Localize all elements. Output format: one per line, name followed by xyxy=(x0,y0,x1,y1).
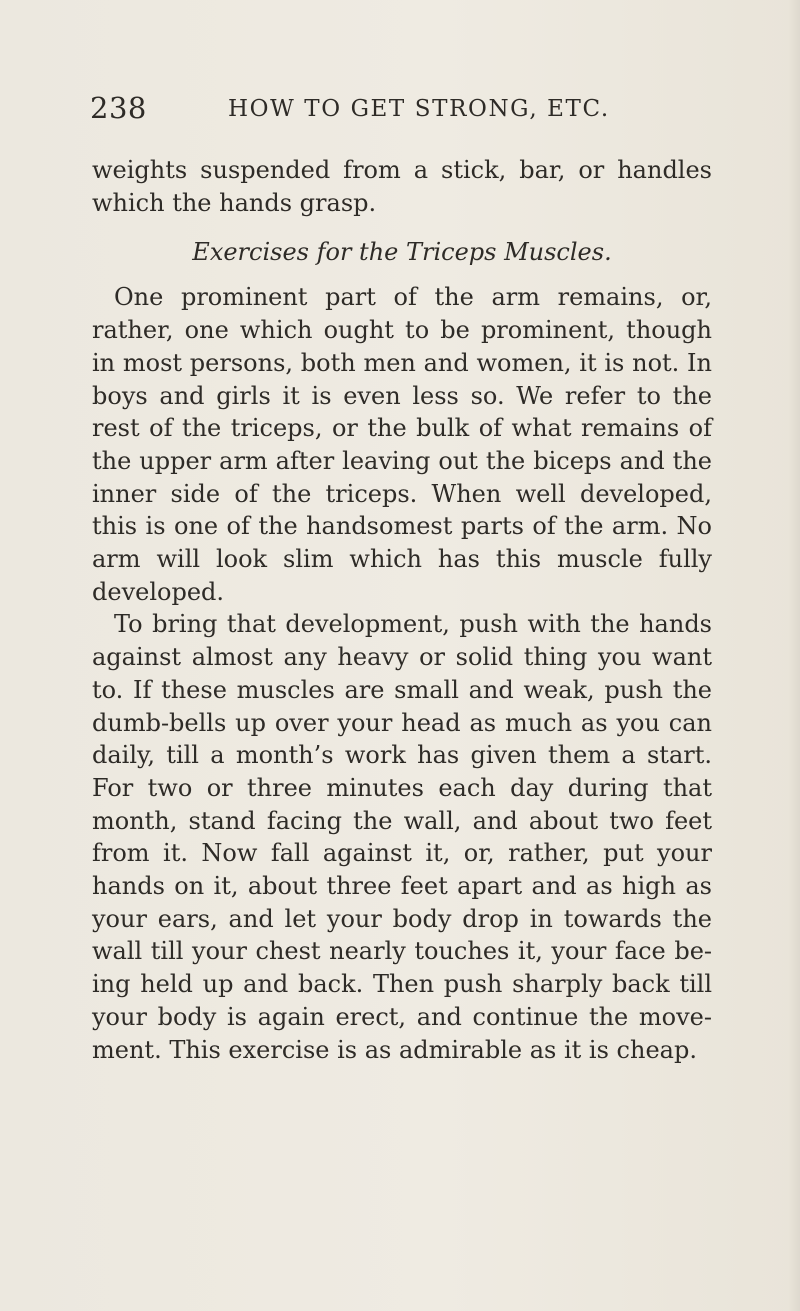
paragraph-triceps-description: One prominent part of the arm remains, or, rather, one which ought to be prominent, though in most persons, both men and women, it is not. In boys and girls it is even less so. We refer to the rest of the triceps, or the bulk of what remains of the upper arm after leaving out the biceps and the inner side of the triceps. When well developed, this is one of the handsomest parts of the arm. No arm will look slim which has this muscle fully developed. xyxy=(92,283,712,606)
paragraph-exercise-instructions: To bring that development, push with the hands against almost any heavy or solid thing you want to. If these muscles are small and weak, push the dumb-bells up over your head as much as you can daily, till a month’s work has given them a start. For two or three minutes each day during that month, stand facing the wall, and about two feet from it. Now fall against it, or, rather, put your hands on it, about three feet apart and as high as your ears, and let your body drop in towards the wall till your chest nearly touches it, your face be-ing held up and back. Then push sharply back till your body is again erect, and continue the move-ment. This exercise is as admirable as it is cheap. xyxy=(92,610,712,1064)
page-edge-shadow xyxy=(788,0,800,1311)
page-number: 238 xyxy=(90,91,147,125)
running-head: HOW TO GET STRONG, ETC. xyxy=(228,96,610,122)
opening-paragraph: weights suspended from a stick, bar, or handles which the hands grasp. xyxy=(92,156,712,217)
page-header xyxy=(90,92,710,132)
section-heading: Exercises for the Triceps Muscles. xyxy=(192,238,612,267)
body-text xyxy=(92,154,712,1066)
